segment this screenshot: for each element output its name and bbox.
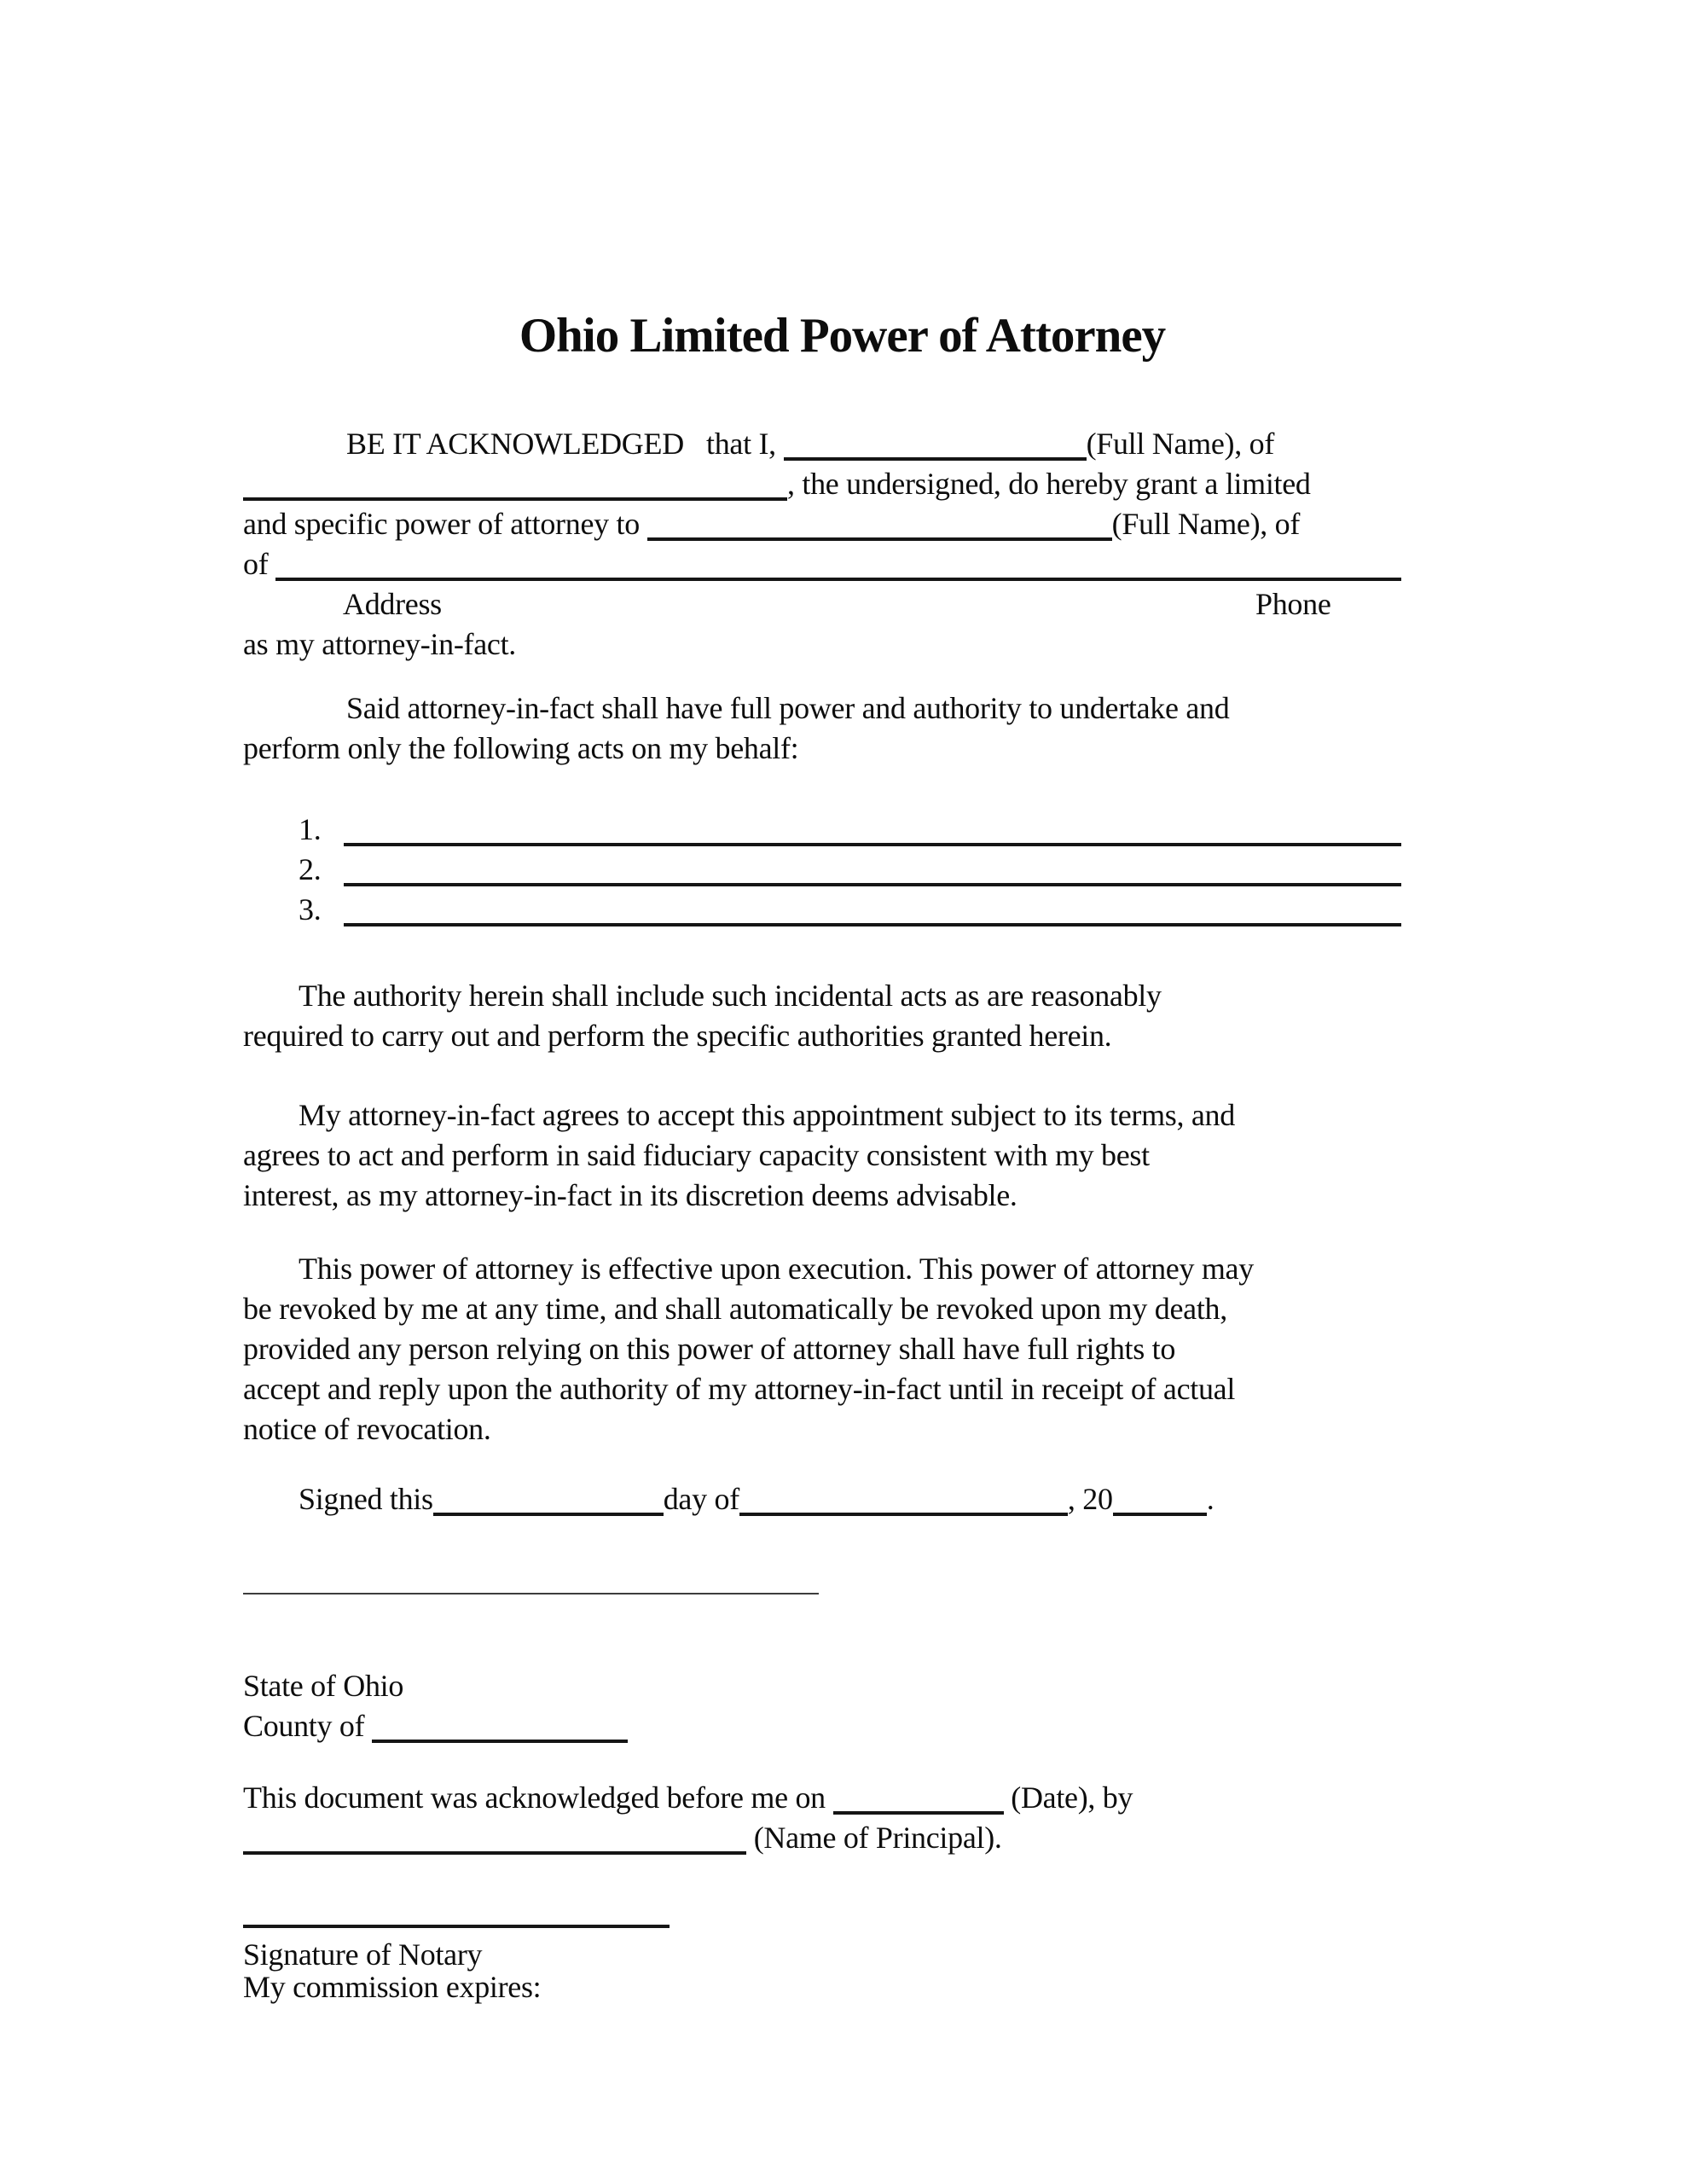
effective-para-line-2 (243, 1289, 1441, 1329)
text-run: required to carry out and perform the specific authorities granted herein. (243, 1019, 1112, 1053)
text-run: My attorney-in-fact agrees to accept this appointment subject to its terms, and (299, 1098, 1235, 1132)
agreement-para-line-3 (243, 1176, 1441, 1216)
authority-para-line-1 (243, 976, 1441, 1016)
text-run: be revoked by me at any time, and shall automatically be revoked upon my death, (243, 1292, 1227, 1326)
text-run: day of (663, 1482, 739, 1516)
signed-date-line (243, 1479, 1441, 1519)
text-run: interest, as my attorney-in-fact in its discretion deems advisable. (243, 1178, 1017, 1212)
county-line (243, 1706, 1441, 1746)
effective-para-line-3 (243, 1329, 1441, 1369)
document-body (243, 424, 1441, 2003)
text-run: accept and reply upon the authority of my attorney-in-fact until in receipt of actual (243, 1372, 1236, 1406)
address-line (243, 544, 1441, 584)
acknowledge-line-1 (243, 424, 1441, 464)
notary-signature-rule (243, 1918, 1441, 1923)
text-run: BE IT ACKNOWLEDGED that I, (346, 427, 784, 461)
text-run: (Full Name), of (1086, 427, 1275, 461)
powers-intro-line-2 (243, 729, 1441, 769)
fill-in-blank (344, 834, 1401, 846)
effective-para-line-4 (243, 1369, 1441, 1409)
text-run: (Date), by (1003, 1780, 1133, 1815)
text-run: provided any person relying on this power of attorney shall have full rights to (243, 1332, 1176, 1366)
fill-in-blank (243, 489, 787, 501)
text-run: 1. (299, 812, 344, 846)
fill-in-blank (433, 1504, 664, 1516)
notary-acknowledgment-line-1 (243, 1778, 1441, 1818)
text-run: Signed this (299, 1482, 433, 1516)
acknowledge-line-2 (243, 464, 1441, 504)
fill-in-blank (647, 529, 1112, 541)
text-run: , 20 (1067, 1482, 1113, 1516)
fill-in-blank (344, 915, 1401, 926)
text-run: . (1206, 1482, 1215, 1516)
text-run: Address (343, 587, 442, 621)
notary-signature-rule-line (243, 1925, 670, 1928)
fill-in-blank (275, 569, 1401, 581)
text-run: of (243, 547, 276, 581)
text-run: This document was acknowledged before me on (243, 1780, 833, 1815)
commission-expires-label (243, 1971, 1441, 2003)
fill-in-blank (739, 1504, 1068, 1516)
text-run: 3. (299, 892, 344, 926)
text-run: My commission expires: (243, 1970, 542, 2004)
text-run: State of Ohio (243, 1669, 404, 1703)
text-run: agrees to act and perform in said fiduciary capacity consistent with my best (243, 1138, 1150, 1172)
fill-in-blank (1113, 1504, 1207, 1516)
page-title: Ohio Limited Power of Attorney (519, 309, 1166, 363)
effective-para-line-1 (243, 1249, 1441, 1289)
agreement-para-line-1 (243, 1095, 1441, 1136)
text-run: This power of attorney is effective upon execution. This power of attorney may (299, 1252, 1254, 1286)
text-run: Signature of Notary (243, 1937, 483, 1972)
text-run: The authority herein shall include such incidental acts as are reasonably (299, 979, 1162, 1013)
acts-list-item-3 (243, 890, 1441, 930)
principal-signature-rule (243, 1584, 1441, 1588)
fill-in-blank (784, 449, 1087, 461)
text-run: (Name of Principal). (746, 1821, 1002, 1855)
text-run: Said attorney-in-fact shall have full power and authority to undertake and (346, 691, 1230, 725)
fill-in-blank (372, 1731, 628, 1743)
authority-para-line-2 (243, 1016, 1441, 1056)
text-run: Phone (1255, 587, 1331, 621)
text-run: (Full Name), of (1111, 507, 1301, 541)
notary-acknowledgment-line-2 (243, 1818, 1441, 1858)
text-run: perform only the following acts on my behalf: (243, 731, 799, 765)
text-run: 2. (299, 852, 344, 886)
effective-para-line-5 (243, 1409, 1441, 1449)
acknowledge-line-3 (243, 504, 1441, 544)
attorney-in-fact-line (243, 624, 1441, 665)
text-run: notice of revocation. (243, 1412, 491, 1446)
text-run: , the undersigned, do hereby grant a limited (787, 467, 1311, 501)
address-phone-labels (243, 584, 1441, 624)
powers-intro-line-1 (243, 688, 1441, 729)
fill-in-blank (243, 1843, 746, 1855)
text-run: and specific power of attorney to (243, 507, 647, 541)
agreement-para-line-2 (243, 1136, 1441, 1176)
fill-in-blank (344, 874, 1401, 886)
principal-signature-rule-line (243, 1593, 819, 1594)
state-line (243, 1666, 1441, 1706)
text-run: as my attorney-in-fact. (243, 627, 516, 661)
fill-in-blank (833, 1803, 1004, 1815)
notary-signature-label (243, 1938, 1441, 1971)
acts-list-item-2 (243, 850, 1441, 890)
acts-list-item-1 (243, 810, 1441, 850)
text-run: County of (243, 1709, 373, 1743)
